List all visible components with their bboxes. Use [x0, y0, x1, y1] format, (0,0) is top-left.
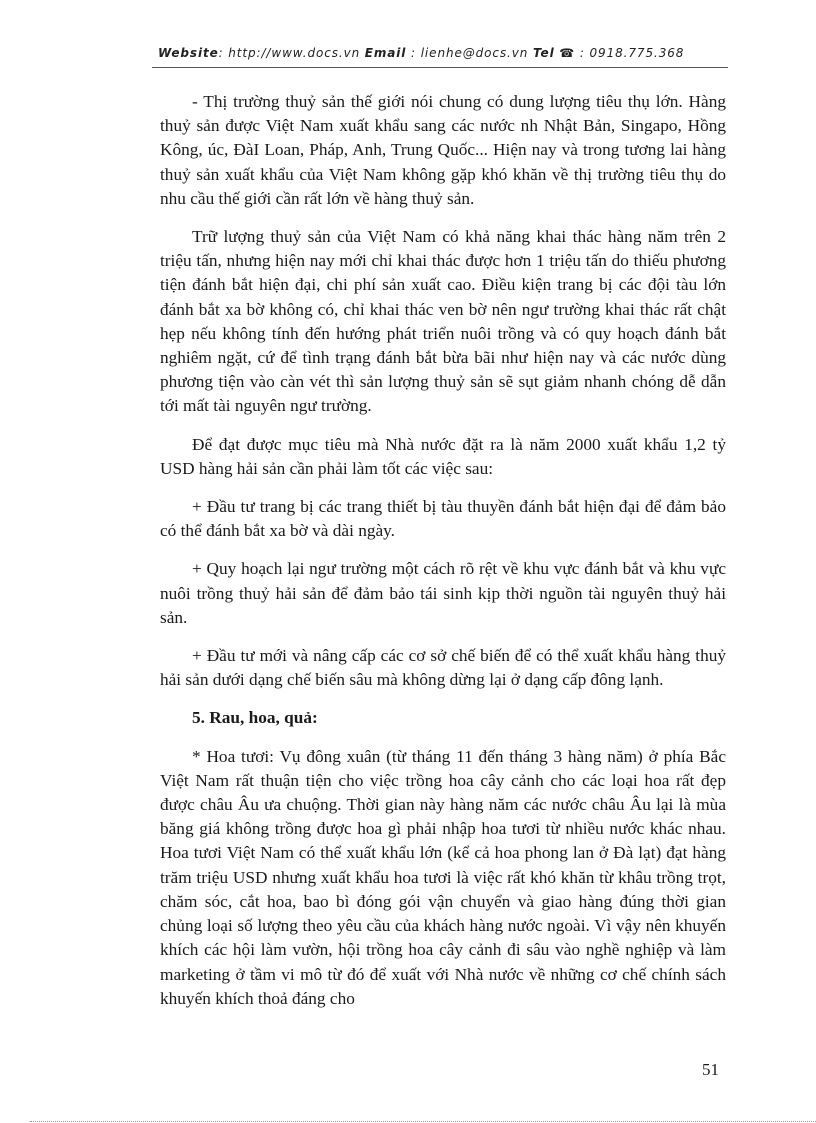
- paragraph-fresh-flowers: * Hoa tươi: Vụ đông xuân (từ tháng 11 đến tháng 3 hàng năm) ở phía Bắc Việt Nam rất thuận tiện cho việc trồng hoa cây cảnh cho các loại hoa rất đẹp được châu Âu ưa chuộng. Thời gian này hàng năm các nước châu Âu lại là mùa băng giá không trồng được hoa gì phải nhập hoa tươi từ nhiều nước khác nhau. Hoa tươi Việt Nam có thể xuất khẩu lớn (kể cả hoa phong lan ở Đà lạt) đạt hàng trăm triệu USD nhưng xuất khẩu hoa tươi là việc rất khó khăn từ khâu trồng trọt, chăm sóc, cắt hoa, bao bì đóng gói vận chuyển và giao hàng đúng thời gian chủng loại số lượng theo yêu cầu của khách hàng nước ngoài. Vì vậy nên khuyến khích các hội làm vườn, hội trồng hoa cây cảnh đi sâu vào nghề nghiệp và làm marketing ở tầm vi mô từ đó để xuất với Nhà nước về những cơ chế chính sách khuyến khích thoả đáng cho: [160, 746, 726, 1008]
- paragraph-processing-upgrade: + Đầu tư mới và nâng cấp các cơ sở chế biến để có thể xuất khẩu hàng thuỷ hải sản dưới dạng chế biến sâu mà không dừng lại ở dạng cấp đông lạnh.: [160, 646, 726, 690]
- document-body: [160, 90, 726, 1025]
- website-label: Website: [158, 46, 219, 60]
- page-number: 51: [702, 1060, 719, 1079]
- paragraph-seafood-reserves: Trữ lượng thuỷ sản của Việt Nam có khả năng khai thác hàng năm trên 2 triệu tấn, nhưng hiện nay mới chỉ khai thác được hơn 1 triệu tấn do thiếu phương tiện đánh bắt hiện đại, chi phí sản xuất cao. Điều kiện trang bị các đội tàu lớn đánh bắt xa bờ không có, chỉ khai thác ven bờ nên ngư trường khai thác rất chật hẹp nếu không tính đến hướng phát triển nuôi trồng và có quy hoạch đánh bắt nghiêm ngặt, cứ để tình trạng đánh bắt bừa bãi như hiện nay và các nước dùng phương tiện vào càn vét thì sản lượng thuỷ sản sẽ sụt giảm nhanh chóng dễ dẫn tới mất tài nguyên ngư trường.: [160, 227, 726, 416]
- footer-divider: [30, 1121, 816, 1122]
- paragraph-fishing-planning: + Quy hoạch lại ngư trường một cách rõ rệt về khu vực đánh bắt và khu vực nuôi trồng thuỷ hải sản để đảm bảo tái sinh kịp thời nguồn tài nguyên thuỷ hải sản.: [160, 559, 726, 627]
- website-link[interactable]: : http://www.docs.vn: [218, 46, 365, 60]
- header-divider: [152, 67, 728, 68]
- paragraph-invest-equipment: + Đầu tư trang bị các trang thiết bị tàu thuyền đánh bắt hiện đại để đảm bảo có thể đánh bắt xa bờ và dài ngày.: [160, 497, 726, 541]
- email-link[interactable]: : lienhe@docs.vn: [406, 46, 533, 60]
- paragraph-export-goal: Để đạt được mục tiêu mà Nhà nước đặt ra là năm 2000 xuất khẩu 1,2 tỷ USD hàng hải sản cần phải làm tốt các việc sau:: [160, 434, 726, 478]
- page-header: [158, 46, 728, 60]
- paragraph-seafood-market: - Thị trường thuỷ sản thế giới nói chung có dung lượng tiêu thụ lớn. Hàng thuỷ sản được Việt Nam xuất khẩu sang các nước nh Nhật Bản, Singapo, Hồng Kông, úc, ĐàI Loan, Pháp, Anh, Trung Quốc... Hiện nay và trong tương lai hàng thuỷ sản xuất khẩu của Việt Nam không gặp khó khăn về thị trường tiêu thụ do nhu cầu thế giới cần rất lớn về hàng thuỷ sản.: [160, 92, 726, 208]
- email-label: Email: [364, 46, 407, 60]
- tel-label: Tel: [533, 46, 555, 60]
- section-heading: 5. Rau, hoa, quả:: [192, 708, 318, 728]
- phone-number: ☎ : 0918.775.368: [554, 46, 685, 60]
